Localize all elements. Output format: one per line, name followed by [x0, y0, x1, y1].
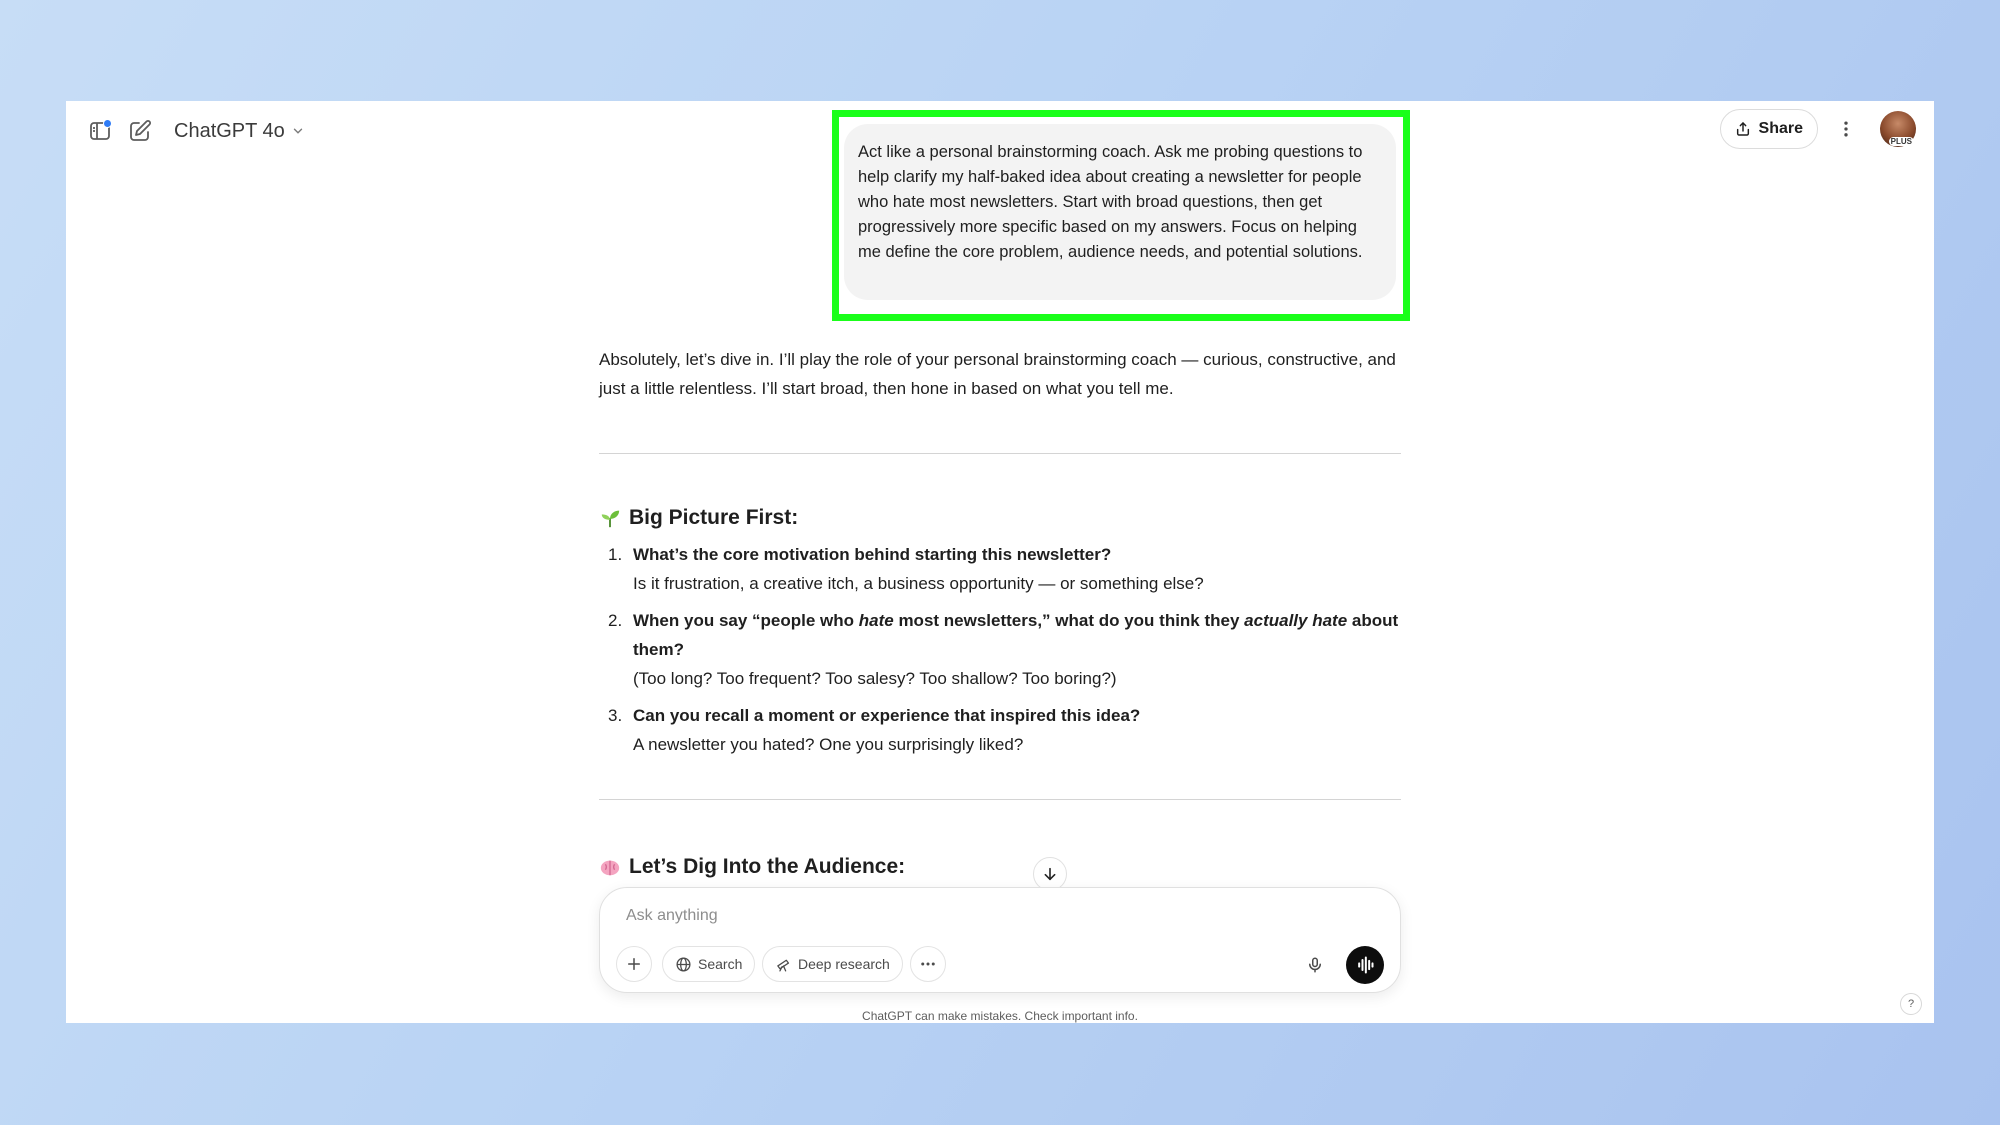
brain-icon — [599, 856, 621, 878]
chat-window — [66, 101, 1934, 1023]
section-heading — [599, 855, 1401, 879]
divider — [599, 799, 1401, 800]
chevron-down-icon — [291, 124, 305, 138]
arrow-down-icon — [1042, 866, 1058, 882]
question-text: What’s the core motivation behind starting this newsletter? — [633, 545, 1112, 564]
question-list — [599, 540, 1401, 759]
list-item — [599, 701, 1401, 759]
search-label: Search — [698, 956, 743, 972]
list-item — [599, 540, 1401, 598]
model-selector[interactable] — [170, 115, 309, 147]
question-detail: (Too long? Too frequent? Too salesy? Too shallow? Too boring?) — [633, 669, 1117, 688]
plan-badge: PLUS — [1890, 137, 1912, 146]
waveform-icon — [1355, 955, 1375, 975]
deep-research-button[interactable] — [762, 946, 903, 982]
notification-dot — [103, 119, 112, 128]
question-text: When you say “people who hate most newsletters,” what do you think they actually hate about them? — [633, 611, 1399, 659]
plus-icon — [625, 955, 643, 973]
list-number: 1. — [608, 545, 623, 564]
more-tools-button[interactable] — [910, 946, 946, 982]
add-attachment-button[interactable] — [616, 946, 652, 982]
prompt-input[interactable] — [626, 904, 1346, 928]
model-name: ChatGPT 4o — [174, 119, 285, 142]
share-label: Share — [1758, 120, 1803, 137]
assistant-message — [599, 345, 1401, 879]
section-title: Big Picture First: — [629, 506, 799, 529]
question-detail: A newsletter you hated? One you surprisingly liked? — [633, 735, 1024, 754]
composer — [599, 887, 1401, 993]
vertical-dots-icon — [1836, 119, 1856, 139]
edit-icon — [128, 119, 152, 143]
search-button[interactable] — [662, 946, 755, 982]
more-options-button[interactable] — [1828, 111, 1864, 147]
new-chat-button[interactable] — [122, 113, 158, 149]
voice-mode-button[interactable] — [1346, 946, 1384, 984]
list-number: 2. — [608, 611, 623, 630]
seedling-icon — [599, 507, 621, 529]
disclaimer-text: ChatGPT can make mistakes. Check important info. — [862, 1009, 1138, 1023]
list-item — [599, 606, 1401, 693]
horizontal-dots-icon — [919, 955, 937, 973]
user-message-bubble: Act like a personal brainstorming coach. Ask me probing questions to help clarify my half-baked idea about creating a newsletter for people who hate most newsletters. Start with broad questions, then get progressively more specific based on my answers. Focus on helping me define the core problem, audience needs, and potential solutions. — [844, 124, 1396, 300]
section-heading — [599, 506, 1401, 530]
microphone-icon — [1306, 956, 1324, 974]
list-number: 3. — [608, 706, 623, 725]
section-title: Let’s Dig Into the Audience: — [629, 855, 906, 878]
share-icon — [1735, 121, 1751, 137]
deep-research-label: Deep research — [798, 956, 890, 972]
sidebar-toggle-button[interactable] — [82, 113, 118, 149]
divider — [599, 453, 1401, 454]
scroll-down-button[interactable] — [1033, 857, 1067, 891]
help-button[interactable]: ? — [1900, 993, 1922, 1015]
question-text: Can you recall a moment or experience that inspired this idea? — [633, 706, 1141, 725]
globe-icon — [675, 956, 692, 973]
assistant-intro: Absolutely, let’s dive in. I’ll play the role of your personal brainstorming coach — curious, constructive, and just a little relentless. I’ll start broad, then hone in based on what you tell me. — [599, 350, 1396, 398]
telescope-icon — [775, 956, 792, 973]
share-button[interactable] — [1720, 109, 1818, 149]
dictate-button[interactable] — [1300, 950, 1330, 980]
question-detail: Is it frustration, a creative itch, a business opportunity — or something else? — [633, 574, 1204, 593]
